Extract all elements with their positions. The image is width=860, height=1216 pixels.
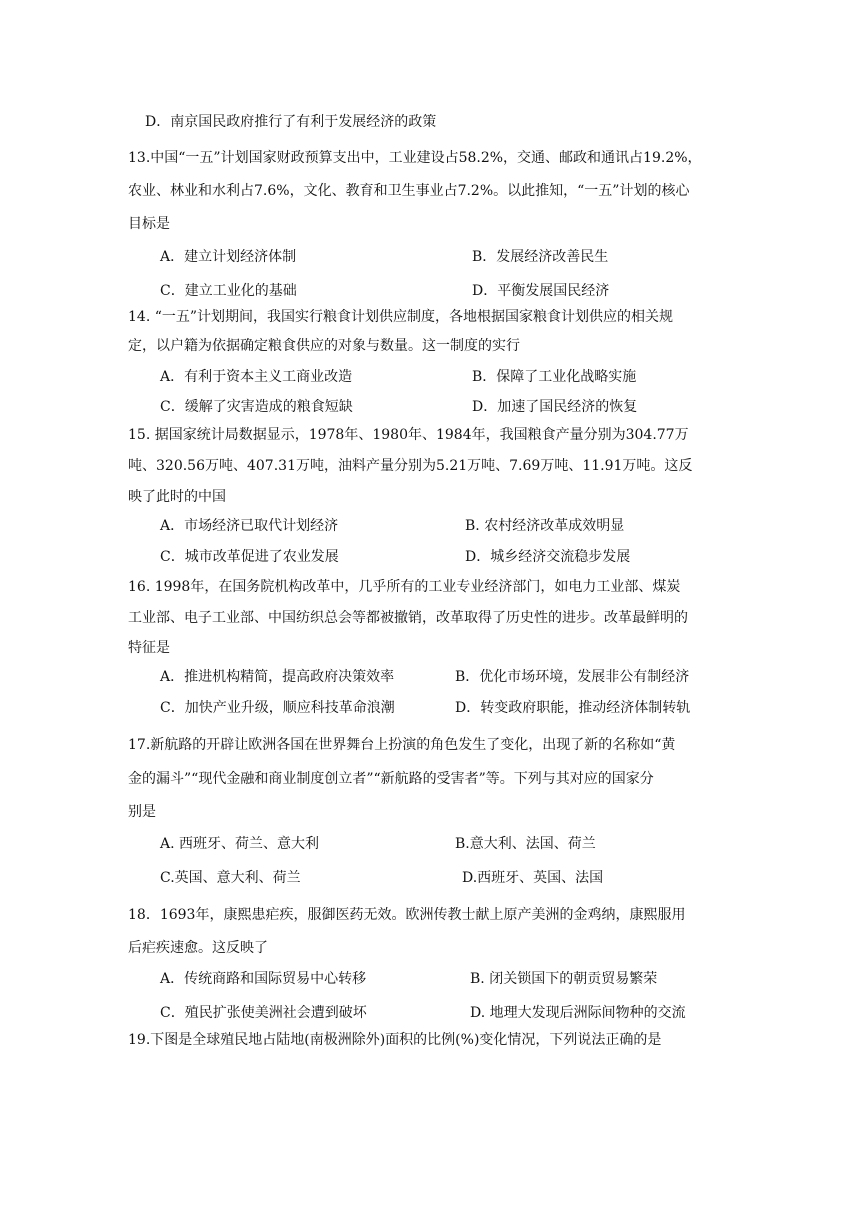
q17-stem-line-2: 金的漏斗”“现代金融和商业制度创立者”“新航路的受害者”等。下列与其对应的国家分 — [128, 771, 654, 787]
q12-option-d: D．南京国民政府推行了有利于发展经济的政策 — [145, 114, 437, 130]
q15-option-c: C．城市改革促进了农业发展 — [160, 549, 339, 565]
q14-option-a: A．有利于资本主义工商业改造 — [160, 369, 353, 385]
q16-option-b: B．优化市场环境，发展非公有制经济 — [455, 669, 690, 685]
q14-stem-line-2: 定，以户籍为依据确定粮食供应的对象与数量。这一制度的实行 — [128, 338, 520, 354]
q15-option-d: D．城乡经济交流稳步发展 — [465, 549, 631, 565]
q17-stem-line-1: 17.新航路的开辟让欧洲各国在世界舞台上扮演的角色发生了变化，出现了新的名称如“黄 — [128, 737, 676, 753]
q16-stem-line-2: 工业部、电子工业部、中国纺织总会等都被撤销，改革取得了历史性的进步。改革最鲜明的 — [128, 610, 688, 626]
q14-stem-line-1: 14. “一五”计划期间，我国实行粮食计划供应制度，各地根据国家粮食计划供应的相关规 — [128, 309, 674, 325]
q17-option-d: D.西班牙、英国、法国 — [462, 870, 604, 886]
q16-option-a: A．推进机构精简，提高政府决策效率 — [160, 669, 395, 685]
q13-stem-line-1: 13.中国“一五”计划国家财政预算支出中，工业建设占58.2%，交通、邮政和通讯占19.2%， — [128, 150, 702, 166]
q14-option-b: B．保障了工业化战略实施 — [472, 369, 637, 385]
q15-stem-line-3: 映了此时的中国 — [128, 489, 226, 505]
q13-option-d: D．平衡发展国民经济 — [472, 283, 610, 299]
q15-option-b: B. 农村经济改革成效明显 — [465, 518, 625, 534]
q17-stem-line-3: 别是 — [128, 804, 156, 820]
q17-option-b: B.意大利、法国、荷兰 — [455, 836, 596, 852]
q14-option-c: C．缓解了灾害造成的粮食短缺 — [160, 399, 353, 415]
q14-option-d: D．加速了国民经济的恢复 — [472, 399, 638, 415]
q13-stem-line-3: 目标是 — [128, 216, 170, 232]
q17-option-a: A. 西班牙、荷兰、意大利 — [160, 836, 320, 852]
q18-option-c: C．殖民扩张使美洲社会遭到破坏 — [160, 1005, 367, 1021]
q17-option-c: C.英国、意大利、荷兰 — [160, 870, 301, 886]
q18-stem-line-2: 后疟疾速愈。这反映了 — [128, 940, 268, 956]
q13-option-a: A．建立计划经济体制 — [160, 249, 297, 265]
q16-option-c: C．加快产业升级，顺应科技革命浪潮 — [160, 700, 395, 716]
q13-option-b: B．发展经济改善民生 — [472, 249, 609, 265]
q18-stem-line-1: 18．1693年，康熙患疟疾，服御医药无效。欧洲传教士献上原产美洲的金鸡纳，康熙服用 — [128, 907, 686, 923]
q16-option-d: D．转变政府职能，推动经济体制转轨 — [455, 700, 691, 716]
q19-stem-line-1: 19.下图是全球殖民地占陆地(南极洲除外)面积的比例(%)变化情况，下列说法正确的是 — [128, 1032, 662, 1048]
q15-option-a: A．市场经济已取代计划经济 — [160, 518, 339, 534]
q18-option-d: D. 地理大发现后洲际间物种的交流 — [470, 1005, 686, 1021]
q13-option-c: C．建立工业化的基础 — [160, 283, 297, 299]
q15-stem-line-2: 吨、320.56万吨、407.31万吨，油料产量分别为5.21万吨、7.69万吨、11.91万吨。这反 — [128, 458, 693, 474]
q18-option-a: A．传统商路和国际贸易中心转移 — [160, 971, 367, 987]
q18-option-b: B. 闭关锁国下的朝贡贸易繁荣 — [470, 971, 658, 987]
q15-stem-line-1: 15. 据国家统计局数据显示，1978年、1980年、1984年，我国粮食产量分别为304.77万 — [128, 427, 689, 443]
q16-stem-line-1: 16. 1998年，在国务院机构改革中，几乎所有的工业专业经济部门，如电力工业部、煤炭 — [128, 579, 681, 595]
q13-stem-line-2: 农业、林业和水利占7.6%，文化、教育和卫生事业占7.2%。以此推知，“一五”计划的核心 — [128, 183, 690, 199]
q16-stem-line-3: 特征是 — [128, 640, 170, 656]
